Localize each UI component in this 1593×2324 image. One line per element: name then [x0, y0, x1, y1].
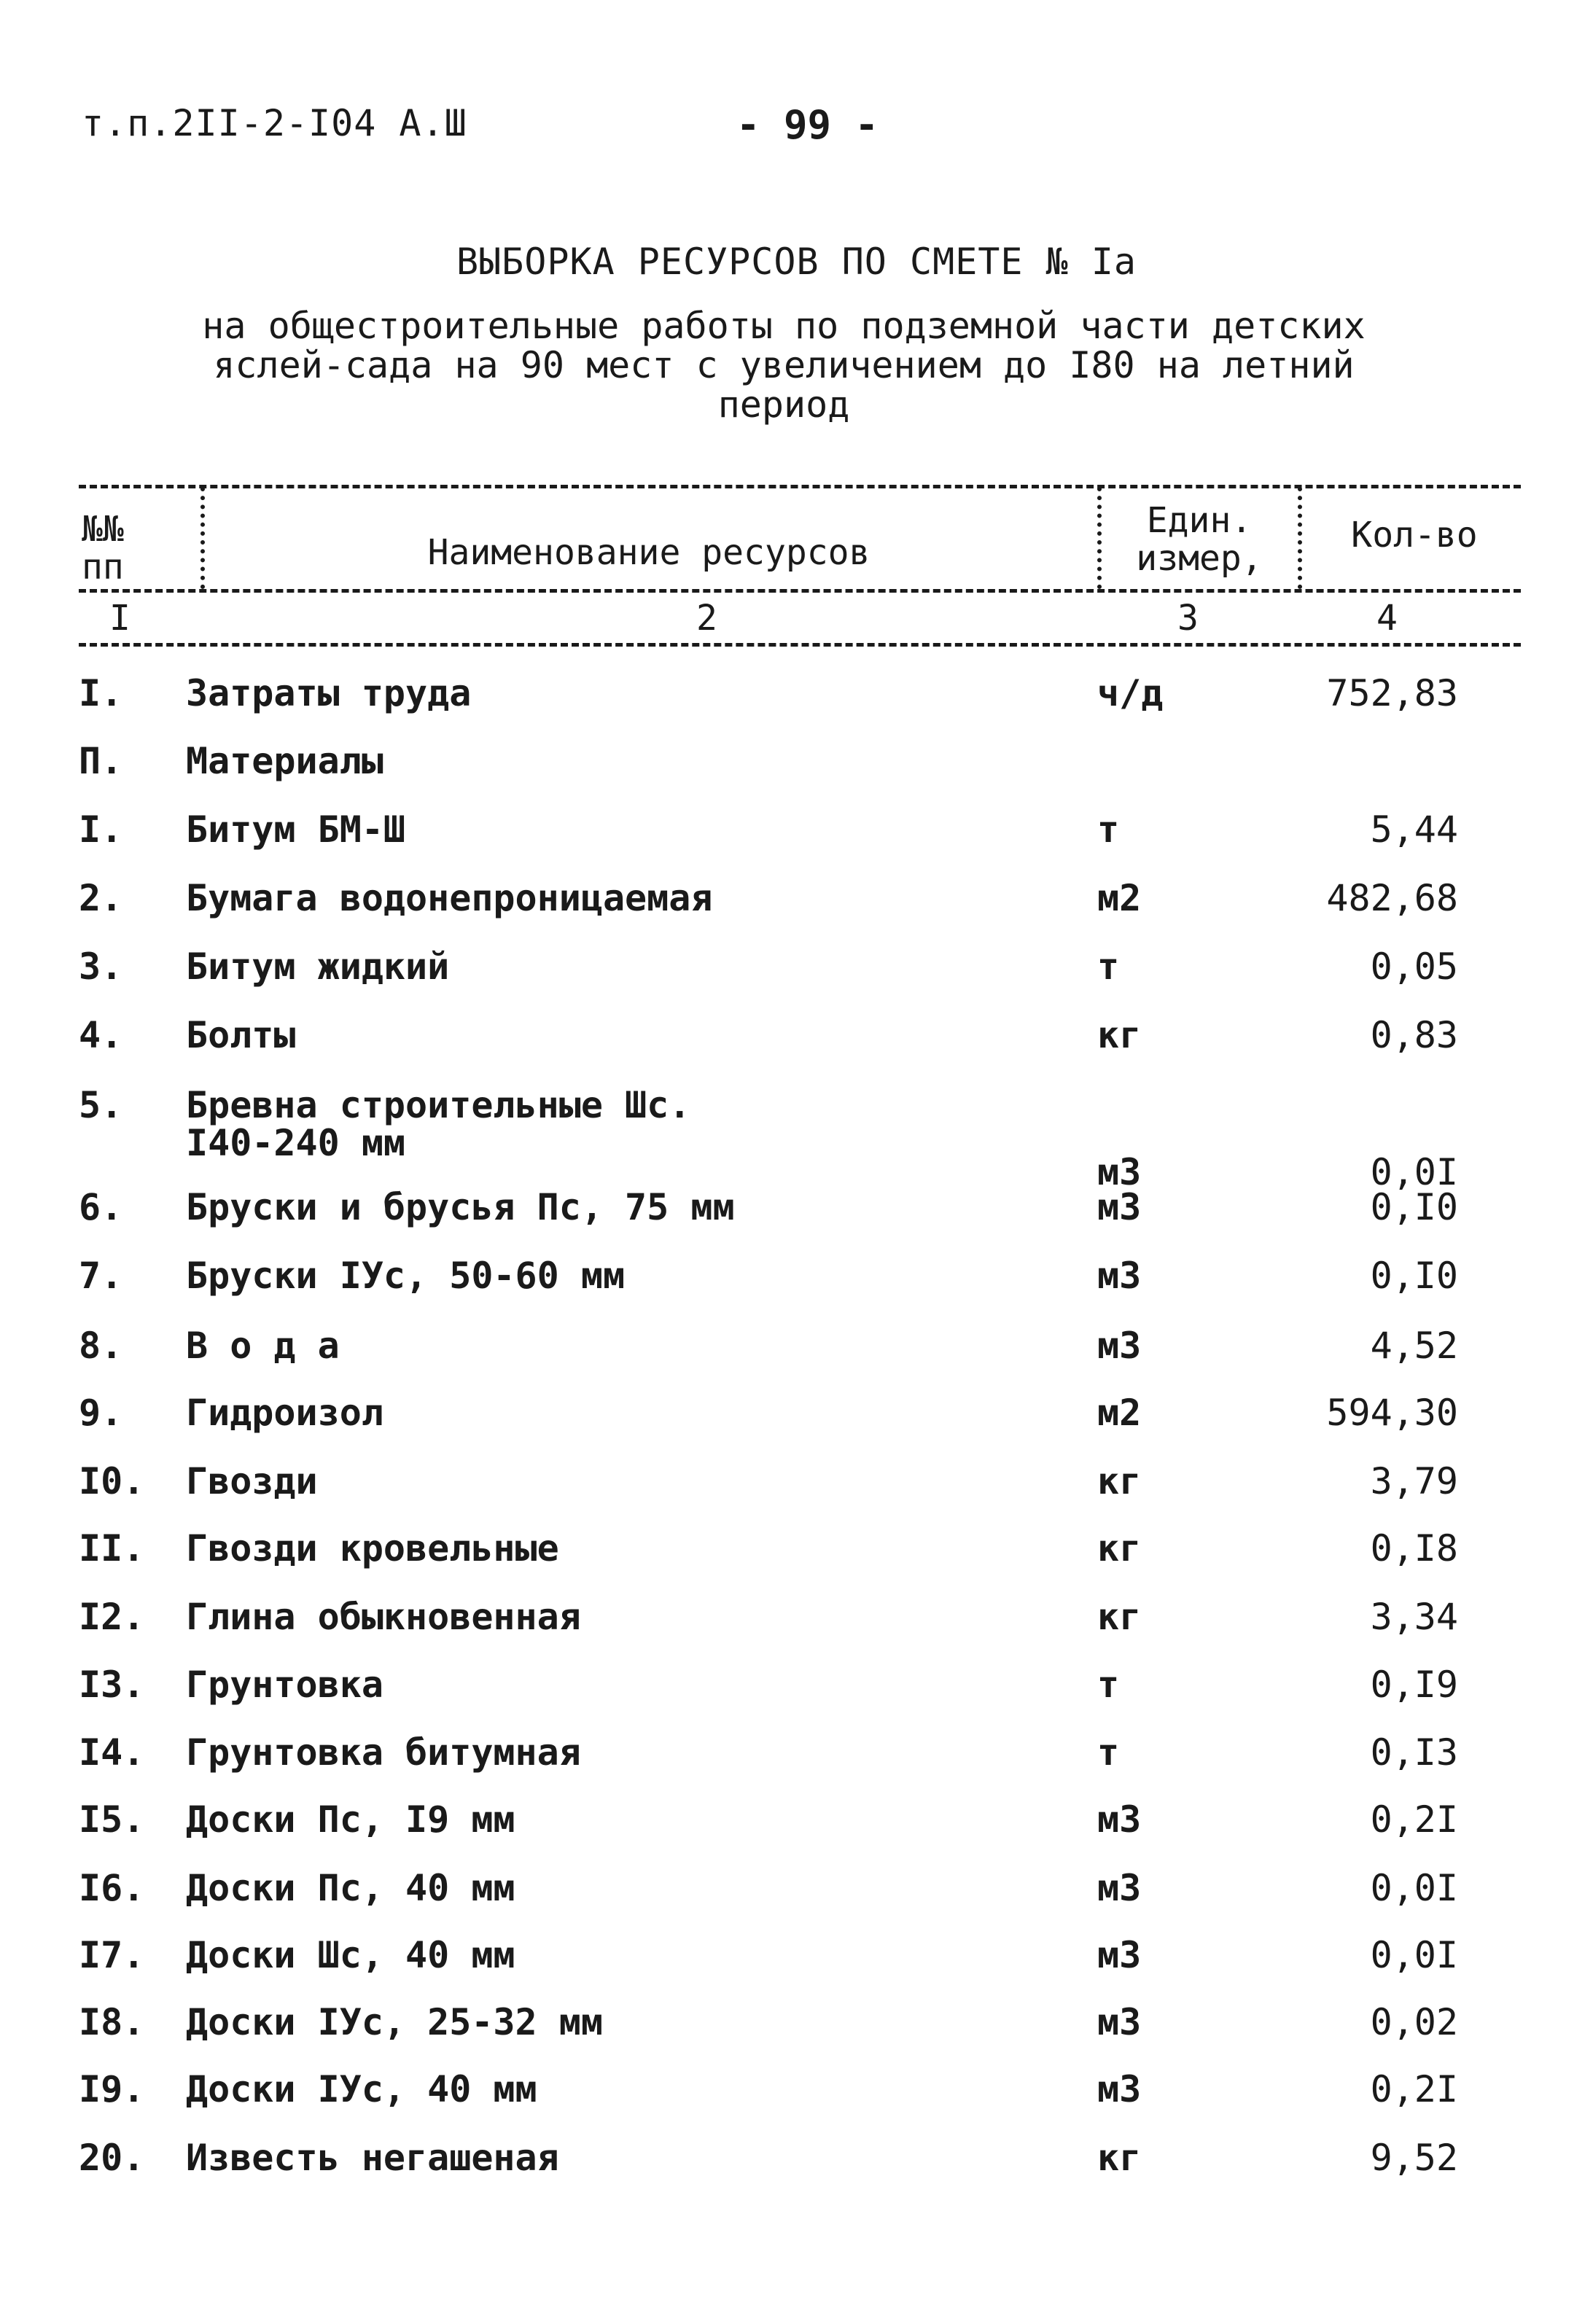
resource-name: Битум жидкий: [186, 945, 450, 988]
row-number: I7.: [79, 1934, 145, 1976]
resource-name: Битум БМ-Ш: [186, 808, 406, 851]
quantity-value: 0,I3: [1370, 1731, 1458, 1774]
page-number: - 99 -: [736, 102, 879, 148]
row-number: 8.: [79, 1325, 123, 1367]
unit-of-measure: м3: [1097, 1867, 1142, 1909]
unit-of-measure: кг: [1097, 1014, 1142, 1056]
quantity-value: 0,83: [1370, 1014, 1458, 1056]
column-separator-2: [1097, 487, 1102, 589]
row-number: 9.: [79, 1392, 123, 1434]
row-number: 5.: [79, 1084, 123, 1126]
resource-name: Гвозди: [186, 1460, 318, 1502]
resource-name: Затраты труда: [186, 672, 472, 714]
row-number: II.: [79, 1527, 145, 1570]
row-number: 7.: [79, 1255, 123, 1297]
quantity-value: 0,0I: [1370, 1867, 1458, 1909]
quantity-value: 0,02: [1370, 2001, 1458, 2043]
row-number: I0.: [79, 1460, 145, 1502]
quantity-value: 3,34: [1370, 1596, 1458, 1638]
unit-of-measure: м3: [1097, 1798, 1142, 1841]
resource-name: Бруски и брусья Пс, 75 мм: [186, 1186, 735, 1228]
unit-of-measure: кг: [1097, 1460, 1142, 1502]
unit-of-measure: м3: [1097, 2068, 1142, 2110]
row-number: I6.: [79, 1867, 145, 1909]
unit-of-measure: т: [1097, 1664, 1120, 1706]
column-index-3: 3: [1177, 598, 1199, 639]
unit-of-measure: кг: [1097, 1596, 1142, 1638]
resource-name: Болты: [186, 1014, 296, 1056]
row-number: 2.: [79, 877, 123, 919]
quantity-value: 9,52: [1370, 2137, 1458, 2179]
resource-name: Грунтовка битумная: [186, 1731, 581, 1774]
row-number: I5.: [79, 1798, 145, 1841]
quantity-value: 0,0I: [1370, 1151, 1458, 1193]
column-header-quantity: Кол-во: [1351, 515, 1478, 555]
quantity-value: 752,83: [1326, 672, 1458, 714]
unit-of-measure: т: [1097, 808, 1120, 851]
quantity-value: 0,I9: [1370, 1664, 1458, 1706]
quantity-value: 5,44: [1370, 808, 1458, 851]
resource-name: Гвозди кровельные: [186, 1527, 559, 1570]
row-number: I.: [79, 808, 123, 851]
resource-name: Материалы: [186, 740, 383, 782]
row-number: I8.: [79, 2001, 145, 2043]
column-index-2: 2: [696, 598, 717, 639]
resource-name: Доски IУс, 40 мм: [186, 2068, 537, 2110]
resource-name: Гидроизол: [186, 1392, 383, 1434]
unit-of-measure: м2: [1097, 1392, 1142, 1434]
quantity-value: 0,2I: [1370, 1798, 1458, 1841]
row-number: П.: [79, 740, 123, 782]
row-number: 6.: [79, 1186, 123, 1228]
row-number: 20.: [79, 2137, 145, 2179]
column-separator-3: [1298, 487, 1302, 589]
column-header-name: Наименование ресурсов: [427, 532, 870, 573]
unit-of-measure: кг: [1097, 1527, 1142, 1570]
resource-name: Грунтовка: [186, 1664, 383, 1706]
quantity-value: 482,68: [1326, 877, 1458, 919]
unit-of-measure: м3: [1097, 1325, 1142, 1367]
row-number: I.: [79, 672, 123, 714]
resource-name: Доски IУс, 25-32 мм: [186, 2001, 603, 2043]
resource-name: Бревна строительные Шс. I40-240 мм: [186, 1084, 691, 1164]
quantity-value: 0,I0: [1370, 1186, 1458, 1228]
resource-name: Известь негашеная: [186, 2137, 559, 2179]
header-bottom-rule: [79, 643, 1521, 647]
quantity-value: 3,79: [1370, 1460, 1458, 1502]
unit-of-measure: м3: [1097, 1934, 1142, 1976]
quantity-value: 0,0I: [1370, 1934, 1458, 1976]
quantity-value: 0,I0: [1370, 1255, 1458, 1297]
row-number: 4.: [79, 1014, 123, 1056]
column-header-number: №№ пп: [82, 509, 124, 588]
row-number: I2.: [79, 1596, 145, 1638]
header-divider-rule: [79, 589, 1521, 593]
unit-of-measure: т: [1097, 945, 1120, 988]
quantity-value: 594,30: [1326, 1392, 1458, 1434]
column-index-1: I: [109, 598, 131, 639]
row-number: 3.: [79, 945, 123, 988]
resource-name: Доски Пс, 40 мм: [186, 1867, 515, 1909]
row-number: I4.: [79, 1731, 145, 1774]
row-number: I3.: [79, 1664, 145, 1706]
quantity-value: 4,52: [1370, 1325, 1458, 1367]
unit-of-measure: м2: [1097, 877, 1142, 919]
resource-name: Доски Шс, 40 мм: [186, 1934, 515, 1976]
unit-of-measure: т: [1097, 1731, 1120, 1774]
column-separator-1: [200, 487, 205, 589]
column-header-unit: Един. измер,: [1136, 500, 1263, 579]
resource-name: В о д а: [186, 1325, 340, 1367]
unit-of-measure: м3: [1097, 1255, 1142, 1297]
quantity-value: 0,05: [1370, 945, 1458, 988]
unit-of-measure: м3: [1097, 2001, 1142, 2043]
table-top-rule: [79, 485, 1521, 488]
resource-name: Бруски IУс, 50-60 мм: [186, 1255, 626, 1297]
unit-of-measure: ч/д: [1097, 672, 1164, 714]
resource-name: Доски Пс, I9 мм: [186, 1798, 515, 1841]
resource-name: Бумага водонепроницаемая: [186, 877, 713, 919]
column-index-4: 4: [1376, 598, 1398, 639]
unit-of-measure: м3: [1097, 1186, 1142, 1228]
quantity-value: 0,2I: [1370, 2068, 1458, 2110]
document-title: ВЫБОРКА РЕСУРСОВ ПО СМЕТЕ № Iа: [456, 241, 1137, 283]
resource-name: Глина обыкновенная: [186, 1596, 581, 1638]
unit-of-measure: м3: [1097, 1151, 1142, 1193]
row-number: I9.: [79, 2068, 145, 2110]
document-subtitle: на общестроительные работы по подземной части детских яслей-сада на 90 мест с увеличением до I80 на летний период: [202, 305, 1366, 426]
quantity-value: 0,I8: [1370, 1527, 1458, 1570]
document-code: т.п.2II-2-I04 А.Ш: [82, 102, 467, 144]
unit-of-measure: кг: [1097, 2137, 1142, 2179]
